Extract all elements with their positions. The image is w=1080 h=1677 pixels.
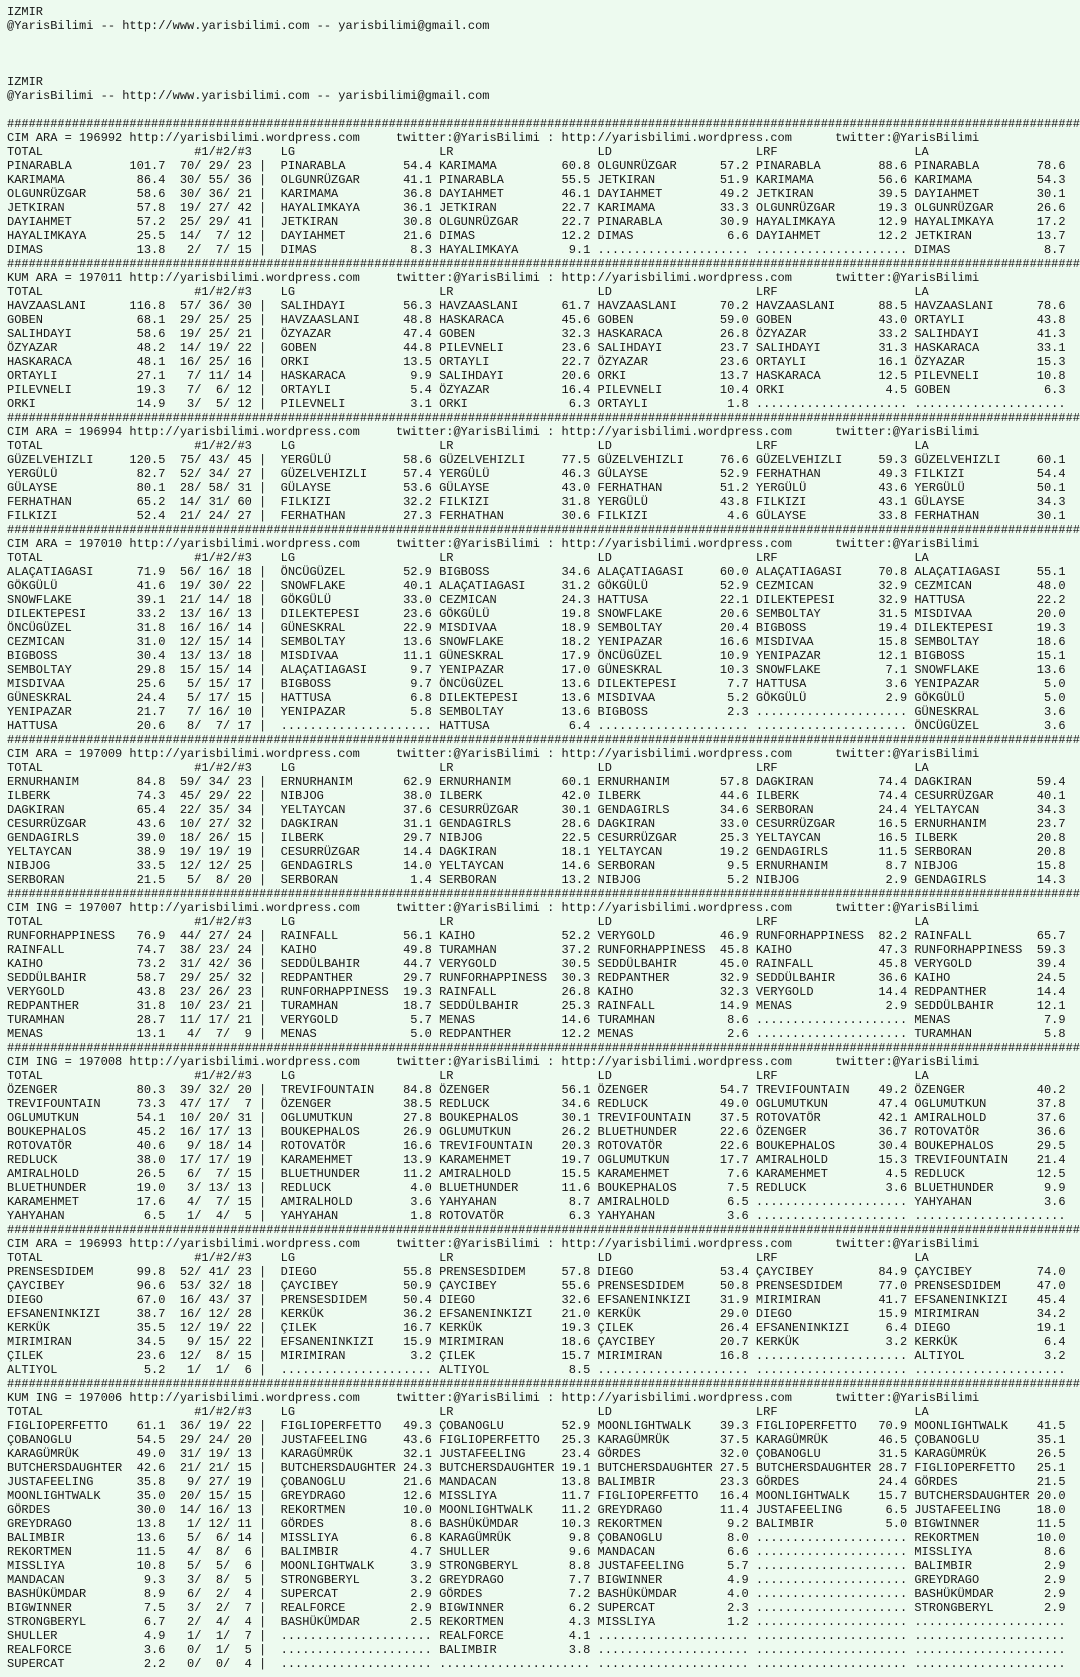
page-header-repeat: [7, 75, 1080, 117]
data-row: GÜZELVEHIZLI 120.5 75/ 43/ 45 | YERGÜLÜ 58.6 GÜZELVEHIZLI 77.5 GÜZELVEHIZLI 76.6 GÜZELVEHIZLI 59.3 GÜZELVEHIZLI 60.1: [7, 453, 1066, 467]
data-row: PRENSESDIDEM 99.8 52/ 41/ 23 | DIEGO 55.8 PRENSESDIDEM 57.8 DIEGO 53.4 ÇAYCIBEY 84.9 ÇAYCIBEY 74.0: [7, 1265, 1066, 1279]
data-row: CESURRÜZGAR 43.6 10/ 27/ 32 | DAGKIRAN 31.1 GENDAGIRLS 28.6 DAGKIRAN 33.0 CESURRÜZGAR 16.5 ERNURHANIM 23.7: [7, 817, 1066, 831]
data-row: EFSANENINKIZI 38.7 16/ 12/ 28 | KERKÜK 36.2 EFSANENINKIZI 21.0 KERKÜK 29.0 DIEGO 15.9 MIRIMIRAN 34.2: [7, 1307, 1066, 1321]
data-row: BIGWINNER 7.5 3/ 2/ 7 | REALFORCE 2.9 BIGWINNER 6.2 SUPERCAT 2.3 ..................... STRONGBERYL 2.9: [7, 1601, 1066, 1615]
data-row: SALIHDAYI 58.6 19/ 25/ 21 | ÖZYAZAR 47.4 GOBEN 32.3 HASKARACA 26.8 ÖZYAZAR 33.2 SALIHDAYI 41.3: [7, 327, 1066, 341]
data-row: TURAMHAN 28.7 11/ 17/ 21 | VERYGOLD 5.7 MENAS 14.6 TURAMHAN 8.6 ..................... MENAS 7.9: [7, 1013, 1066, 1027]
data-row: SNOWFLAKE 39.1 21/ 14/ 18 | GÖKGÜLÜ 33.0 CEZMICAN 24.3 HATTUSA 22.1 DILEKTEPESI 32.9 HATTUSA 22.2: [7, 593, 1066, 607]
data-row: AMIRALHOLD 26.5 6/ 7/ 15 | BLUETHUNDER 11.2 AMIRALHOLD 15.5 KARAMEHMET 7.6 KARAMEHMET 4.5 REDLUCK 12.5: [7, 1167, 1066, 1181]
column-header-row: TOTAL #1/#2/#3 LG LR LD LRF LA: [7, 1405, 929, 1419]
data-row: OLGUNRÜZGAR 58.6 30/ 36/ 21 | KARIMAMA 36.8 DAYIAHMET 46.1 DAYIAHMET 49.2 JETKIRAN 39.5 DAYIAHMET 30.1: [7, 187, 1066, 201]
section-separator: #####################################################################################################################################################: [7, 257, 1080, 271]
data-row: HAVZAASLANI 116.8 57/ 36/ 30 | SALIHDAYI 56.3 HAVZAASLANI 61.7 HAVZAASLANI 70.2 HAVZAASLANI 88.5 HAVZAASLANI 78.6: [7, 299, 1066, 313]
data-row: ÇILEK 23.6 12/ 8/ 15 | MIRIMIRAN 3.2 ÇILEK 15.7 MIRIMIRAN 16.8 ..................... ALTIYOL 3.2: [7, 1349, 1066, 1363]
column-header-row: TOTAL #1/#2/#3 LG LR LD LRF LA: [7, 1069, 929, 1083]
location-title: IZMIR: [7, 5, 44, 19]
data-row: BIGBOSS 30.4 13/ 13/ 18 | MISDIVAA 11.1 GÜNESKRAL 17.9 ÖNCÜGÜZEL 10.9 YENIPAZAR 12.1 BIGBOSS 15.1: [7, 649, 1066, 663]
location-title: IZMIR: [7, 75, 44, 89]
data-row: MISDIVAA 25.6 5/ 15/ 17 | BIGBOSS 9.7 ÖNCÜGÜZEL 13.6 DILEKTEPESI 7.7 HATTUSA 3.6 YENIPAZAR 5.0: [7, 677, 1066, 691]
section-header: CIM ING = 197008 http://yarisbilimi.wordpress.com twitter:@YarisBilimi : http://yarisbilimi.wordpress.com twitter:@YarisBilimi: [7, 1055, 980, 1069]
data-row: SHULLER 4.9 1/ 1/ 7 | ..................... REALFORCE 4.1 ..................... ..................... .....................: [7, 1629, 1066, 1643]
data-row: CEZMICAN 31.0 12/ 15/ 14 | SEMBOLTAY 13.6 SNOWFLAKE 18.2 YENIPAZAR 16.6 MISDIVAA 15.8 SEMBOLTAY 18.6: [7, 635, 1066, 649]
section-header: KUM ARA = 197011 http://yarisbilimi.wordpress.com twitter:@YarisBilimi : http://yarisbilimi.wordpress.com twitter:@YarisBilimi: [7, 271, 980, 285]
section-separator: #####################################################################################################################################################: [7, 1041, 1080, 1055]
data-row: BUTCHERSDAUGHTER 42.6 21/ 21/ 15 | BUTCHERSDAUGHTER 24.3 BUTCHERSDAUGHTER 19.1 BUTCHERSDAUGHTER 27.5 BUTCHERSDAUGHTER 28.7 FIGLIOPERFETTO 25.1: [7, 1461, 1066, 1475]
column-header-row: TOTAL #1/#2/#3 LG LR LD LRF LA: [7, 439, 929, 453]
data-row: DILEKTEPESI 33.2 13/ 16/ 13 | DILEKTEPESI 23.6 GÖKGÜLÜ 19.8 SNOWFLAKE 20.6 SEMBOLTAY 31.5 MISDIVAA 20.0: [7, 607, 1066, 621]
data-row: ILBERK 74.3 45/ 29/ 22 | NIBJOG 38.0 ILBERK 42.0 ILBERK 44.6 ILBERK 74.4 CESURRÜZGAR 40.1: [7, 789, 1066, 803]
data-row: MANDACAN 9.3 3/ 8/ 5 | STRONGBERYL 3.2 GREYDRAGO 7.7 BIGWINNER 4.9 ..................... GREYDRAGO 2.9: [7, 1573, 1066, 1587]
data-row: REKORTMEN 11.5 4/ 8/ 6 | BALIMBIR 4.7 SHULLER 9.6 MANDACAN 6.6 ..................... MISSLIYA 8.6: [7, 1545, 1066, 1559]
data-row: ALTIYOL 5.2 1/ 1/ 6 | ..................... ALTIYOL 8.5 ..................... ..................... .....................: [7, 1363, 1066, 1377]
data-row: ÇAYCIBEY 96.6 53/ 32/ 18 | ÇAYCIBEY 50.9 ÇAYCIBEY 55.6 PRENSESDIDEM 50.8 PRENSESDIDEM 77.0 PRENSESDIDEM 47.0: [7, 1279, 1066, 1293]
data-row: BASHÜKÜMDAR 8.9 6/ 2/ 4 | SUPERCAT 2.9 GÖRDES 7.2 BASHÜKÜMDAR 4.0 ..................... BASHÜKÜMDAR 2.9: [7, 1587, 1066, 1601]
data-row: JUSTAFEELING 35.8 9/ 27/ 19 | ÇOBANOGLU 21.6 MANDACAN 13.8 BALIMBIR 23.3 GÖRDES 24.4 GÖRDES 21.5: [7, 1475, 1066, 1489]
section-separator: #####################################################################################################################################################: [7, 733, 1080, 747]
section-header: CIM ARA = 196992 http://yarisbilimi.wordpress.com twitter:@YarisBilimi : http://yarisbilimi.wordpress.com twitter:@YarisBilimi: [7, 131, 980, 145]
data-row: TREVIFOUNTAIN 73.3 47/ 17/ 7 | ÖZENGER 38.5 REDLUCK 34.6 REDLUCK 49.0 OGLUMUTKUN 47.4 OGLUMUTKUN 37.8: [7, 1097, 1066, 1111]
data-row: REDLUCK 38.0 17/ 17/ 19 | KARAMEHMET 13.9 KARAMEHMET 19.7 OGLUMUTKUN 17.7 AMIRALHOLD 15.3 TREVIFOUNTAIN 21.4: [7, 1153, 1066, 1167]
section-separator: #####################################################################################################################################################: [7, 523, 1080, 537]
page-header-top: [7, 5, 1080, 75]
section-separator: #####################################################################################################################################################: [7, 411, 1080, 425]
section-separator: #####################################################################################################################################################: [7, 1377, 1080, 1391]
section-header: CIM ARA = 196993 http://yarisbilimi.wordpress.com twitter:@YarisBilimi : http://yarisbilimi.wordpress.com twitter:@YarisBilimi: [7, 1237, 980, 1251]
data-row: BALIMBIR 13.6 5/ 6/ 14 | MISSLIYA 6.8 KARAGÜMRÜK 9.8 ÇOBANOGLU 8.0 ..................... REKORTMEN 10.0: [7, 1531, 1066, 1545]
data-row: ROTOVATÖR 40.6 9/ 18/ 14 | ROTOVATÖR 16.6 TREVIFOUNTAIN 20.3 ROTOVATÖR 22.6 BOUKEPHALOS 30.4 BOUKEPHALOS 29.5: [7, 1139, 1066, 1153]
data-row: MENAS 13.1 4/ 7/ 9 | MENAS 5.0 REDPANTHER 12.2 MENAS 2.6 ..................... TURAMHAN 5.8: [7, 1027, 1066, 1041]
column-header-row: TOTAL #1/#2/#3 LG LR LD LRF LA: [7, 551, 929, 565]
section-separator: #####################################################################################################################################################: [7, 1223, 1080, 1237]
data-row: FIGLIOPERFETTO 61.1 36/ 19/ 22 | FIGLIOPERFETTO 49.3 ÇOBANOGLU 52.9 MOONLIGHTWALK 39.3 FIGLIOPERFETTO 70.9 MOONLIGHTWALK 41.5: [7, 1419, 1066, 1433]
data-row: DAGKIRAN 65.4 22/ 35/ 34 | YELTAYCAN 37.6 CESURRÜZGAR 30.1 GENDAGIRLS 34.6 SERBORAN 24.4 YELTAYCAN 34.3: [7, 803, 1066, 817]
data-row: GÜLAYSE 80.1 28/ 58/ 31 | GÜLAYSE 53.6 GÜLAYSE 43.0 FERHATHAN 51.2 YERGÜLÜ 43.6 YERGÜLÜ 50.1: [7, 481, 1066, 495]
data-row: REALFORCE 3.6 0/ 1/ 5 | ..................... BALIMBIR 3.8 ..................... ..................... .....................: [7, 1643, 1066, 1657]
data-row: GÜNESKRAL 24.4 5/ 17/ 15 | HATTUSA 6.8 DILEKTEPESI 13.6 MISDIVAA 5.2 GÖKGÜLÜ 2.9 GÖKGÜLÜ 5.0: [7, 691, 1066, 705]
data-row: PINARABLA 101.7 70/ 29/ 23 | PINARABLA 54.4 KARIMAMA 60.8 OLGUNRÜZGAR 57.2 PINARABLA 88.6 PINARABLA 78.6: [7, 159, 1066, 173]
column-header-row: TOTAL #1/#2/#3 LG LR LD LRF LA: [7, 915, 929, 929]
data-row: REDPANTHER 31.8 10/ 23/ 21 | TURAMHAN 18.7 SEDDÜLBAHIR 25.3 RAINFALL 14.9 MENAS 2.9 SEDDÜLBAHIR 12.1: [7, 999, 1066, 1013]
data-row: STRONGBERYL 6.7 2/ 4/ 4 | BASHÜKÜMDAR 2.5 REKORTMEN 4.3 MISSLIYA 1.2 ..................... .....................: [7, 1615, 1066, 1629]
data-row: SERBORAN 21.5 5/ 8/ 20 | SERBORAN 1.4 SERBORAN 13.2 NIBJOG 5.2 NIBJOG 2.9 GENDAGIRLS 14.3: [7, 873, 1066, 887]
data-row: MIRIMIRAN 34.5 9/ 15/ 22 | EFSANENINKIZI 15.9 MIRIMIRAN 18.6 ÇAYCIBEY 20.7 KERKÜK 3.2 KERKÜK 6.4: [7, 1335, 1066, 1349]
data-row: SEDDÜLBAHIR 58.7 29/ 25/ 32 | REDPANTHER 29.7 RUNFORHAPPINESS 30.3 REDPANTHER 32.9 SEDDÜLBAHIR 36.6 KAIHO 24.5: [7, 971, 1066, 985]
data-row: ORKI 14.9 3/ 5/ 12 | PILEVNELI 3.1 ORKI 6.3 ORTAYLI 1.8 ..................... .....................: [7, 397, 1066, 411]
data-row: GÖKGÜLÜ 41.6 19/ 30/ 22 | SNOWFLAKE 40.1 ALAÇATIAGASI 31.2 GÖKGÜLÜ 52.9 CEZMICAN 32.9 CEZMICAN 48.0: [7, 579, 1066, 593]
column-header-row: TOTAL #1/#2/#3 LG LR LD LRF LA: [7, 1251, 929, 1265]
data-row: ÖNCÜGÜZEL 31.8 16/ 16/ 14 | GÜNESKRAL 22.9 MISDIVAA 18.9 SEMBOLTAY 20.4 BIGBOSS 19.4 DILEKTEPESI 19.3: [7, 621, 1066, 635]
data-row: ÇOBANOGLU 54.5 29/ 24/ 20 | JUSTAFEELING 43.6 FIGLIOPERFETTO 25.3 KARAGÜMRÜK 37.5 KARAGÜMRÜK 46.5 ÇOBANOGLU 35.1: [7, 1433, 1066, 1447]
data-row: SEMBOLTAY 29.8 15/ 15/ 14 | ALAÇATIAGASI 9.7 YENIPAZAR 17.0 GÜNESKRAL 10.3 SNOWFLAKE 7.1 SNOWFLAKE 13.6: [7, 663, 1066, 677]
data-row: KARAGÜMRÜK 49.0 31/ 19/ 13 | KARAGÜMRÜK 32.1 JUSTAFEELING 23.4 GÖRDES 32.0 ÇOBANOGLU 31.5 KARAGÜMRÜK 26.5: [7, 1447, 1066, 1461]
byline: @YarisBilimi -- http://www.yarisbilimi.com -- yarisbilimi@gmail.com: [7, 19, 490, 33]
data-row: RUNFORHAPPINESS 76.9 44/ 27/ 24 | RAINFALL 56.1 KAIHO 52.2 VERYGOLD 46.9 RUNFORHAPPINESS 82.2 RAINFALL 65.7: [7, 929, 1066, 943]
section-header: CIM ARA = 196994 http://yarisbilimi.wordpress.com twitter:@YarisBilimi : http://yarisbilimi.wordpress.com twitter:@YarisBilimi: [7, 425, 980, 439]
data-row: ÖZENGER 80.3 39/ 32/ 20 | TREVIFOUNTAIN 84.8 ÖZENGER 56.1 ÖZENGER 54.7 TREVIFOUNTAIN 49.2 ÖZENGER 40.2: [7, 1083, 1066, 1097]
column-header-row: TOTAL #1/#2/#3 LG LR LD LRF LA: [7, 285, 929, 299]
data-row: KARAMEHMET 17.6 4/ 7/ 15 | AMIRALHOLD 3.6 YAHYAHAN 8.7 AMIRALHOLD 6.5 ..................... YAHYAHAN 3.6: [7, 1195, 1066, 1209]
data-row: YELTAYCAN 38.9 19/ 19/ 19 | CESURRÜZGAR 14.4 DAGKIRAN 18.1 YELTAYCAN 19.2 GENDAGIRLS 11.5 SERBORAN 20.8: [7, 845, 1066, 859]
data-row: DAYIAHMET 57.2 25/ 29/ 41 | JETKIRAN 30.8 OLGUNRÜZGAR 22.7 PINARABLA 30.9 HAYALIMKAYA 12.9 HAYALIMKAYA 17.2: [7, 215, 1066, 229]
blank-line: [7, 103, 1080, 117]
data-row: MISSLIYA 10.8 5/ 5/ 6 | MOONLIGHTWALK 3.9 STRONGBERYL 8.8 JUSTAFEELING 5.7 ..................... BALIMBIR 2.9: [7, 1559, 1066, 1573]
data-row: DIMAS 13.8 2/ 7/ 15 | DIMAS 8.3 HAYALIMKAYA 9.1 ..................... ..................... DIMAS 8.7: [7, 243, 1066, 257]
data-row: ORTAYLI 27.1 7/ 11/ 14 | HASKARACA 9.9 SALIHDAYI 20.6 ORKI 13.7 HASKARACA 12.5 PILEVNELI 10.8: [7, 369, 1066, 383]
data-row: KERKÜK 35.5 12/ 19/ 22 | ÇILEK 16.7 KERKÜK 19.3 ÇILEK 26.4 EFSANENINKIZI 6.4 DIEGO 19.1: [7, 1321, 1066, 1335]
data-row: RAINFALL 74.7 38/ 23/ 24 | KAIHO 49.8 TURAMHAN 37.2 RUNFORHAPPINESS 45.8 KAIHO 47.3 RUNFORHAPPINESS 59.3: [7, 943, 1066, 957]
data-row: FILKIZI 52.4 21/ 24/ 27 | FERHATHAN 27.3 FERHATHAN 30.6 FILKIZI 4.6 GÜLAYSE 33.8 FERHATHAN 30.1: [7, 509, 1066, 523]
section-header: CIM ARA = 197010 http://yarisbilimi.wordpress.com twitter:@YarisBilimi : http://yarisbilimi.wordpress.com twitter:@YarisBilimi: [7, 537, 980, 551]
data-row: DIEGO 67.0 16/ 43/ 37 | PRENSESDIDEM 50.4 DIEGO 32.6 EFSANENINKIZI 31.9 MIRIMIRAN 41.7 EFSANENINKIZI 45.4: [7, 1293, 1066, 1307]
blank-line: [7, 61, 1080, 75]
data-row: BLUETHUNDER 19.0 3/ 13/ 13 | REDLUCK 4.0 BLUETHUNDER 11.6 BOUKEPHALOS 7.5 REDLUCK 3.6 BLUETHUNDER 9.9: [7, 1181, 1066, 1195]
data-row: FERHATHAN 65.2 14/ 31/ 60 | FILKIZI 32.2 FILKIZI 31.8 YERGÜLÜ 43.8 FILKIZI 43.1 GÜLAYSE 34.3: [7, 495, 1066, 509]
section-header: CIM ARA = 197009 http://yarisbilimi.wordpress.com twitter:@YarisBilimi : http://yarisbilimi.wordpress.com twitter:@YarisBilimi: [7, 747, 980, 761]
column-header-row: TOTAL #1/#2/#3 LG LR LD LRF LA: [7, 761, 929, 775]
column-header-row: TOTAL #1/#2/#3 LG LR LD LRF LA: [7, 145, 929, 159]
data-row: KARIMAMA 86.4 30/ 55/ 36 | OLGUNRÜZGAR 41.1 PINARABLA 55.5 JETKIRAN 51.9 KARIMAMA 56.6 KARIMAMA 54.3: [7, 173, 1066, 187]
data-row: HATTUSA 20.6 8/ 7/ 17 | ..................... HATTUSA 6.4 ..................... ..................... ÖNCÜGÜZEL 3.6: [7, 719, 1066, 733]
data-row: HAYALIMKAYA 25.5 14/ 7/ 12 | DAYIAHMET 21.6 DIMAS 12.2 DIMAS 6.6 DAYIAHMET 12.2 JETKIRAN 13.7: [7, 229, 1066, 243]
section-separator: #####################################################################################################################################################: [7, 117, 1080, 131]
data-row: YENIPAZAR 21.7 7/ 16/ 10 | YENIPAZAR 5.8 SEMBOLTAY 13.6 BIGBOSS 2.3 ..................... GÜNESKRAL 3.6: [7, 705, 1066, 719]
data-row: GENDAGIRLS 39.0 18/ 26/ 15 | ILBERK 29.7 NIBJOG 22.5 CESURRÜZGAR 25.3 YELTAYCAN 16.5 ILBERK 20.8: [7, 831, 1066, 845]
data-row: GÖRDES 30.0 14/ 16/ 13 | REKORTMEN 10.0 MOONLIGHTWALK 11.2 GREYDRAGO 11.4 JUSTAFEELING 6.5 JUSTAFEELING 18.0: [7, 1503, 1066, 1517]
data-row: ERNURHANIM 84.8 59/ 34/ 23 | ERNURHANIM 62.9 ERNURHANIM 60.1 ERNURHANIM 57.8 DAGKIRAN 74.4 DAGKIRAN 59.4: [7, 775, 1066, 789]
data-row: SUPERCAT 2.2 0/ 0/ 4 | ..................... ..................... ..................... ..................... .....................: [7, 1657, 1066, 1671]
data-row: BOUKEPHALOS 45.2 16/ 17/ 13 | BOUKEPHALOS 26.9 OGLUMUTKUN 26.2 BLUETHUNDER 22.6 ÖZENGER 36.7 ROTOVATÖR 36.6: [7, 1125, 1066, 1139]
data-row: MOONLIGHTWALK 35.0 20/ 15/ 15 | GREYDRAGO 12.6 MISSLIYA 11.7 FIGLIOPERFETTO 16.4 MOONLIGHTWALK 15.7 BUTCHERSDAUGHTER 20.0: [7, 1489, 1066, 1503]
data-row: PILEVNELI 19.3 7/ 6/ 12 | ORTAYLI 5.4 ÖZYAZAR 16.4 PILEVNELI 10.4 ORKI 4.5 GOBEN 6.3: [7, 383, 1066, 397]
data-row: ÖZYAZAR 48.2 14/ 19/ 22 | GOBEN 44.8 PILEVNELI 23.6 SALIHDAYI 23.7 SALIHDAYI 31.3 HASKARACA 33.1: [7, 341, 1066, 355]
section-separator: #####################################################################################################################################################: [7, 887, 1080, 901]
data-row: HASKARACA 48.1 16/ 25/ 16 | ORKI 13.5 ORTAYLI 22.7 ÖZYAZAR 23.6 ORTAYLI 16.1 ÖZYAZAR 15.3: [7, 355, 1066, 369]
byline: @YarisBilimi -- http://www.yarisbilimi.com -- yarisbilimi@gmail.com: [7, 89, 490, 103]
data-row: KAIHO 73.2 31/ 42/ 36 | SEDDÜLBAHIR 44.7 VERYGOLD 30.5 SEDDÜLBAHIR 45.0 RAINFALL 45.8 VERYGOLD 39.4: [7, 957, 1066, 971]
data-row: OGLUMUTKUN 54.1 10/ 20/ 31 | OGLUMUTKUN 27.8 BOUKEPHALOS 30.1 TREVIFOUNTAIN 37.5 ROTOVATÖR 42.1 AMIRALHOLD 37.6: [7, 1111, 1066, 1125]
data-row: GREYDRAGO 13.8 1/ 12/ 11 | GÖRDES 8.6 BASHÜKÜMDAR 10.3 REKORTMEN 9.2 BALIMBIR 5.0 BIGWINNER 11.5: [7, 1517, 1066, 1531]
data-row: ALAÇATIAGASI 71.9 56/ 16/ 18 | ÖNCÜGÜZEL 52.9 BIGBOSS 34.6 ALAÇATIAGASI 60.0 ALAÇATIAGASI 70.8 ALAÇATIAGASI 55.1: [7, 565, 1066, 579]
data-row: NIBJOG 33.5 12/ 12/ 25 | GENDAGIRLS 14.0 YELTAYCAN 14.6 SERBORAN 9.5 ERNURHANIM 8.7 NIBJOG 15.8: [7, 859, 1066, 873]
section-header: KUM ING = 197006 http://yarisbilimi.wordpress.com twitter:@YarisBilimi : http://yarisbilimi.wordpress.com twitter:@YarisBilimi: [7, 1391, 980, 1405]
data-row: VERYGOLD 43.8 23/ 26/ 23 | RUNFORHAPPINESS 19.3 RAINFALL 26.8 KAIHO 32.3 VERYGOLD 14.4 REDPANTHER 14.4: [7, 985, 1066, 999]
data-row: YAHYAHAN 6.5 1/ 4/ 5 | YAHYAHAN 1.8 ROTOVATÖR 6.3 YAHYAHAN 3.6 ..................... .....................: [7, 1209, 1066, 1223]
blank-line: [7, 47, 1080, 61]
data-row: GOBEN 68.1 29/ 25/ 25 | HAVZAASLANI 48.8 HASKARACA 45.6 GOBEN 59.0 GOBEN 43.0 ORTAYLI 43.8: [7, 313, 1066, 327]
data-row: YERGÜLÜ 82.7 52/ 34/ 27 | GÜZELVEHIZLI 57.4 YERGÜLÜ 46.3 GÜLAYSE 52.9 FERHATHAN 49.3 FILKIZI 54.4: [7, 467, 1066, 481]
section-header: CIM ING = 197007 http://yarisbilimi.wordpress.com twitter:@YarisBilimi : http://yarisbilimi.wordpress.com twitter:@YarisBilimi: [7, 901, 980, 915]
stats-sections: [7, 117, 1080, 1671]
blank-line: [7, 33, 1080, 47]
data-row: JETKIRAN 57.8 19/ 27/ 42 | HAYALIMKAYA 36.1 JETKIRAN 22.7 KARIMAMA 33.3 OLGUNRÜZGAR 19.3 OLGUNRÜZGAR 26.6: [7, 201, 1066, 215]
